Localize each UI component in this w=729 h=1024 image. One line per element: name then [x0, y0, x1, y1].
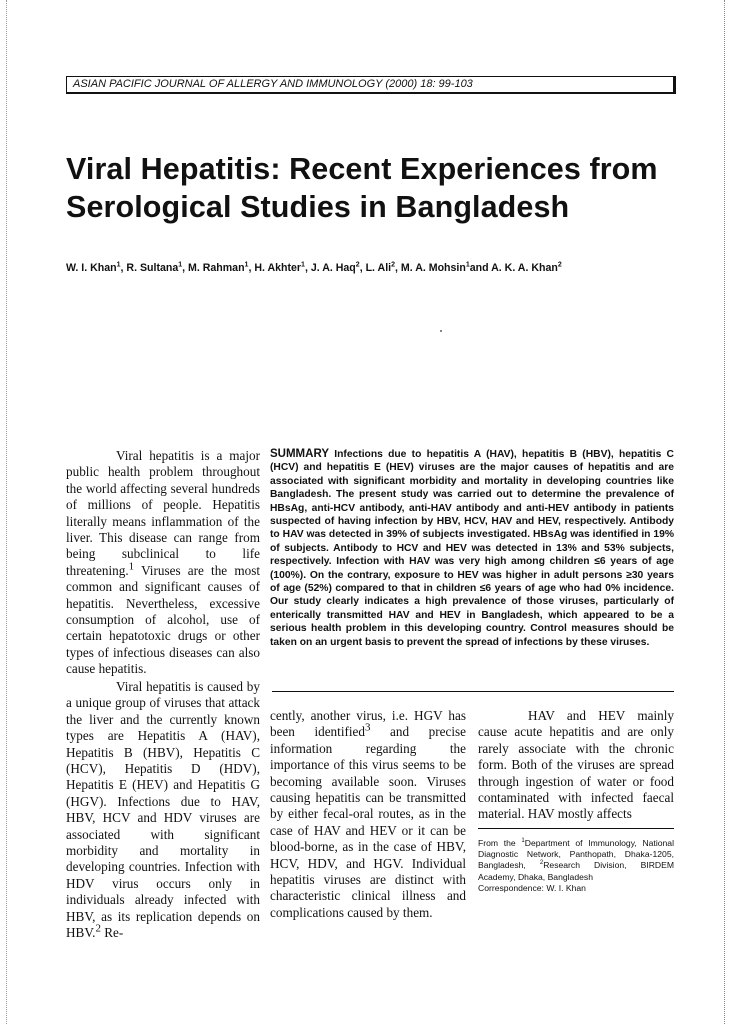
author-affiliation-marker: 2	[557, 261, 562, 269]
author-separator: and	[469, 262, 492, 274]
mid-text-a: cently, another virus, i.e. HGV has been identified	[270, 708, 466, 740]
intro-p1-text-b: Viruses are the most common and significant causes of hepatitis. Nevertheless, excessive consumption of alcohol, use of certain hepatotoxic drugs or other types of infectious diseases can also cause hepatitis.	[66, 562, 260, 677]
author-name: J. A. Haq	[310, 262, 356, 274]
intro-p2-text-b: Re-	[100, 925, 124, 941]
author-separator: ,	[248, 262, 255, 274]
body-right-column	[478, 708, 674, 823]
aff-2-marker: 2	[539, 860, 544, 867]
mid-text-b: and precise information regarding the importance of this virus seems to be becoming available soon. Viruses causing hepatitis can be transmitted by either fecal-oral routes, as in the case of HAV and HEV or it can be blood-borne, as in the case of HBV, HCV, HDV, and HGV. Individual hepatitis viruses are distinct with characteristic clinical illness and complications caused by them.	[270, 724, 466, 920]
author-name: W. I. Khan	[66, 262, 117, 274]
scan-edge-right	[724, 0, 725, 1024]
author-name: M. A. Mohsin	[400, 262, 466, 274]
right-text: HAV and HEV mainly cause acute hepatitis and are only rarely associate with the chronic form. Both of the viruses are spread through ingestion of water or food contaminated with infected faecal material. HAV mostly affects	[478, 708, 674, 822]
aff-1-marker: 1	[521, 838, 525, 845]
author-separator: ,	[395, 262, 401, 274]
summary-divider	[272, 691, 674, 692]
author-name: H. Akhter	[254, 262, 302, 274]
author-separator: ,	[304, 262, 311, 274]
footnote-from: From the	[478, 838, 522, 848]
intro-p2-text-a: Viral hepatitis is caused by a unique group of viruses that attack the liver and the currently known types are Hepatitis A (HAV), Hepatitis B (HBV), Hepatitis C (HCV), Hepatitis D (HDV), Hepatitis E (HEV) and Hepatitis G (HGV). Infections due to HAV, HBV, HCV and HDV viruses are associated with significant morbidity and mortality in developing countries. Infection with HDV virus occurs only in individuals already infected with HBV, as its replication depends on HBV.	[66, 679, 260, 941]
journal-citation: ASIAN PACIFIC JOURNAL OF ALLERGY AND IMMUNOLOGY (2000) 18: 99-103	[73, 78, 473, 90]
affiliation-1: Department of Immunology, National Diagnostic Network, Panthopath, Dhaka-1205, Bangladesh,	[478, 838, 674, 871]
summary-text: Infections due to hepatitis A (HAV), hepatitis B (HBV), hepatitis C (HCV) and hepatitis E (HEV) viruses are the major causes of hepatitis and are associated with significant morbidity and mortality in developing countries like Bangladesh. The present study was carried out to determine the prevalence of HBsAg, anti-HCV antibody, anti-HAV antibody and anti-HEV antibody in patients suspected of having infection by HBV, HCV, HAV and HEV, respectively. Antibody to HAV was detected in 39% of subjects investigated. HBsAg was identified in 19% of subjects. Antibody to HCV and HEV was detected in 13% and 53% subjects, respectively. Infection with HAV was very high among children ≤6 years of age (100%). On the contrary, exposure to HEV was higher in adult persons ≥30 years of age (52%) compared to that in children ≤6 years of age who had 0% incidence. Our study clearly indicates a high prevalence of those viruses, particularly of enterically transmitted HAV and HEV in Bangladesh, which appeared to be a serious health problem in this developing country. Control measures should be taken on an urgent basis to prevent the spread of infections by these viruses.	[270, 449, 674, 648]
author-list	[66, 262, 706, 274]
author-affiliation-marker: 2	[391, 261, 395, 269]
summary-label: SUMMARY	[270, 448, 329, 460]
body-middle-column	[270, 708, 466, 921]
footnote-divider	[478, 828, 674, 829]
author-name: A. K. A. Khan	[491, 262, 558, 274]
author-separator: ,	[182, 262, 189, 274]
affiliation-footnote	[478, 838, 674, 894]
affiliation-2: Research Division, BIRDEM Academy, Dhaka, Bangladesh	[478, 860, 675, 882]
intro-p1-text-a: Viral hepatitis is a major public health problem throughout the world affecting several hundreds of millions of people. Hepatitis literally means inflammation of the liver. This disease can range from being subclinical to life threatening.	[66, 448, 260, 578]
author-affiliation-marker: 1	[465, 261, 470, 269]
summary-abstract	[270, 448, 674, 649]
reference-3: 3	[365, 722, 371, 735]
title-line-1: Viral Hepatitis: Recent Experiences from	[66, 152, 658, 186]
reference-1: 1	[128, 560, 135, 573]
intro-paragraph-2	[66, 679, 260, 942]
author-name: L. Ali	[365, 262, 392, 274]
author-name: M. Rahman	[188, 262, 245, 274]
scan-speck	[440, 330, 442, 332]
author-affiliation-marker: 2	[355, 261, 360, 269]
author-affiliation-marker: 1	[244, 261, 249, 269]
correspondence: Correspondence: W. I. Khan	[478, 882, 586, 893]
author-affiliation-marker: 1	[178, 261, 183, 269]
author-affiliation-marker: 1	[301, 261, 305, 269]
author-separator: ,	[120, 262, 127, 274]
author-name: R. Sultana	[126, 262, 179, 274]
intro-paragraph-1	[66, 448, 260, 678]
author-separator: ,	[359, 262, 366, 274]
author-affiliation-marker: 1	[116, 261, 121, 269]
scan-edge-left	[6, 0, 7, 1024]
reference-2: 2	[95, 922, 101, 935]
article-title	[66, 150, 706, 226]
title-line-2: Serological Studies in Bangladesh	[66, 190, 570, 224]
journal-header	[66, 76, 676, 94]
